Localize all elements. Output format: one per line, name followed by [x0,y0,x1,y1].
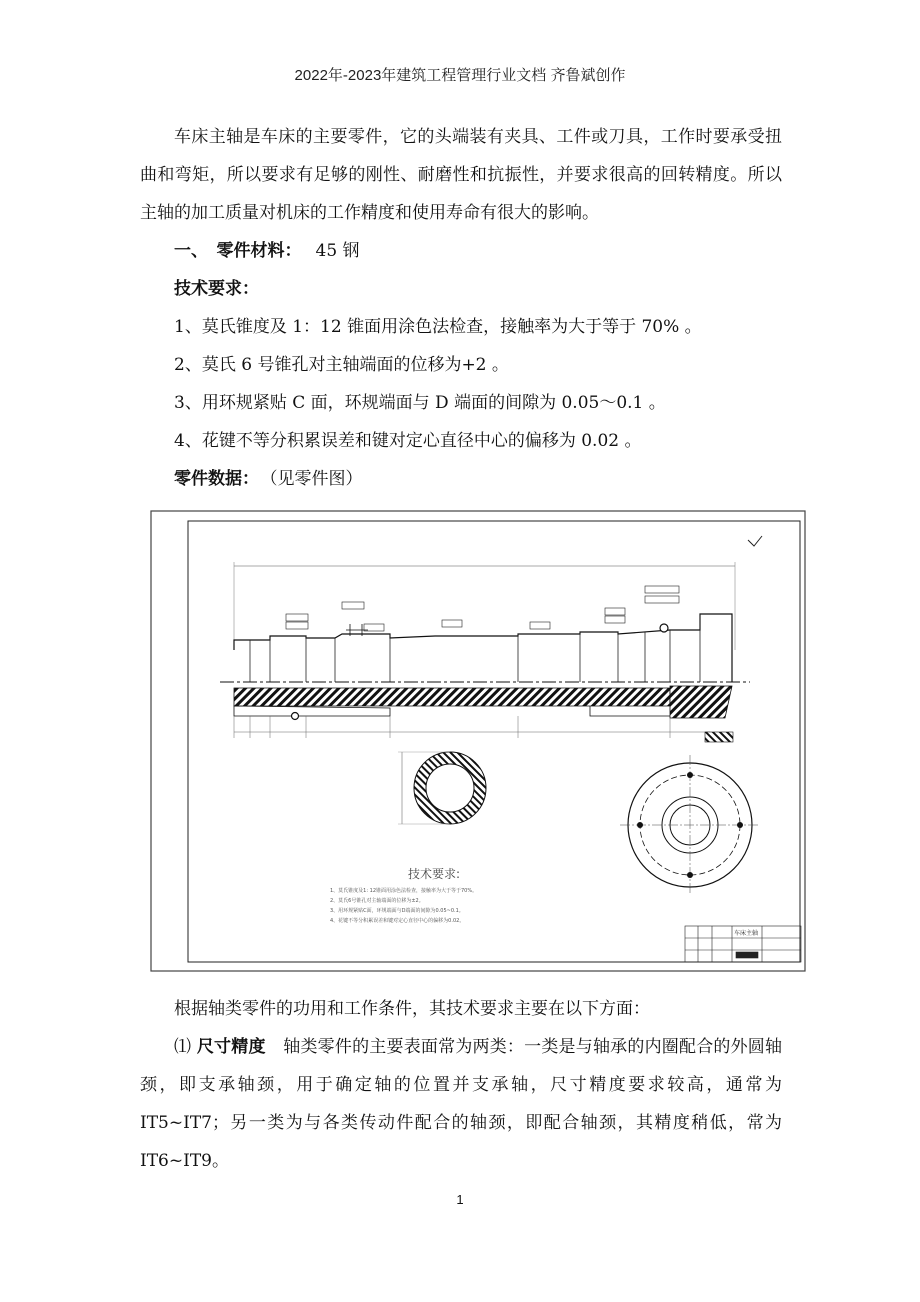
part-data-line [140,460,782,498]
spline-section [398,752,486,824]
tech-req-heading: 技术要求： [174,279,259,299]
part-data-label: 零件数据： [174,469,259,489]
material-line [140,232,782,270]
tech-req-item-1: 1、莫氏锥度及 1：12 锥面用涂色法检查，接触率为大于等于 70% 。 [174,317,702,337]
page-number: 1 [456,1192,464,1207]
drawing-tech-note-2: 2、莫氏6号锥孔对主轴端面的位移为±2。 [330,898,424,904]
precision-paragraph [140,1028,782,1180]
body-top [140,118,782,498]
tech-req-item-3: 3、用环规紧贴 C 面，环规端面与 D 端面的间隙为 0.05～0.1 。 [174,393,666,413]
drawing-tech-note-1: 1、莫氏锥度及1: 12锥面用涂色法检查，接触率为大于等于70%。 [330,888,478,894]
spindle-drawing-svg [150,510,806,972]
flange-end-view [620,755,760,895]
intro-paragraph: 车床主轴是车床的主要零件，它的头端装有夹具、工件或刀具，工作时要承受扭曲和弯矩，所以要求有足够的刚性、耐磨性和抗振性，并要求很高的回转精度。所以主轴的加工质量对机床的工作精度和使用寿命有很大的影响。 [140,127,782,223]
drawing-tech-note-3: 3、用环规紧贴C面，环规端面与D端面的间隙为0.05~0.1。 [330,908,464,914]
spindle-drawing [150,510,806,972]
precision-marker: ⑴ [174,1037,192,1057]
body-bottom [140,990,782,1180]
precision-term: 尺寸精度 [196,1037,266,1057]
part-data-value: （见零件图） [269,469,363,489]
material-label: 一、 零件材料： [174,241,302,261]
after-paragraph: 根据轴类零件的功用和工作条件，其技术要求主要在以下方面： [174,999,650,1019]
page-header: 2022年-2023年建筑工程管理行业文档 齐鲁斌创作 [294,67,626,84]
drawing-tech-title: 技术要求: [408,867,461,881]
title-block-name: 车床主轴 [734,930,759,937]
tech-req-item-4: 4、花键不等分积累误差和键对定心直径中心的偏移为 0.02 。 [174,431,642,451]
precision-text: 轴类零件的主要表面常为两类：一类是与轴承的内圈配合的外圆轴颈，即支承轴颈，用于确定轴的位置并支承轴，尺寸精度要求较高，通常为 IT5~IT7；另一类为与各类传动件配合的轴颈，即配合轴颈，其精度稍低，常为 IT6~IT9。 [140,1037,783,1171]
drawing-tech-note-4: 4、花键不等分积累误差和键对定心直径中心的偏移为0.02。 [330,918,465,924]
tech-req-item-2: 2、莫氏 6 号锥孔对主轴端面的位移为+2 。 [174,355,509,375]
material-value: 45 钢 [315,241,360,261]
